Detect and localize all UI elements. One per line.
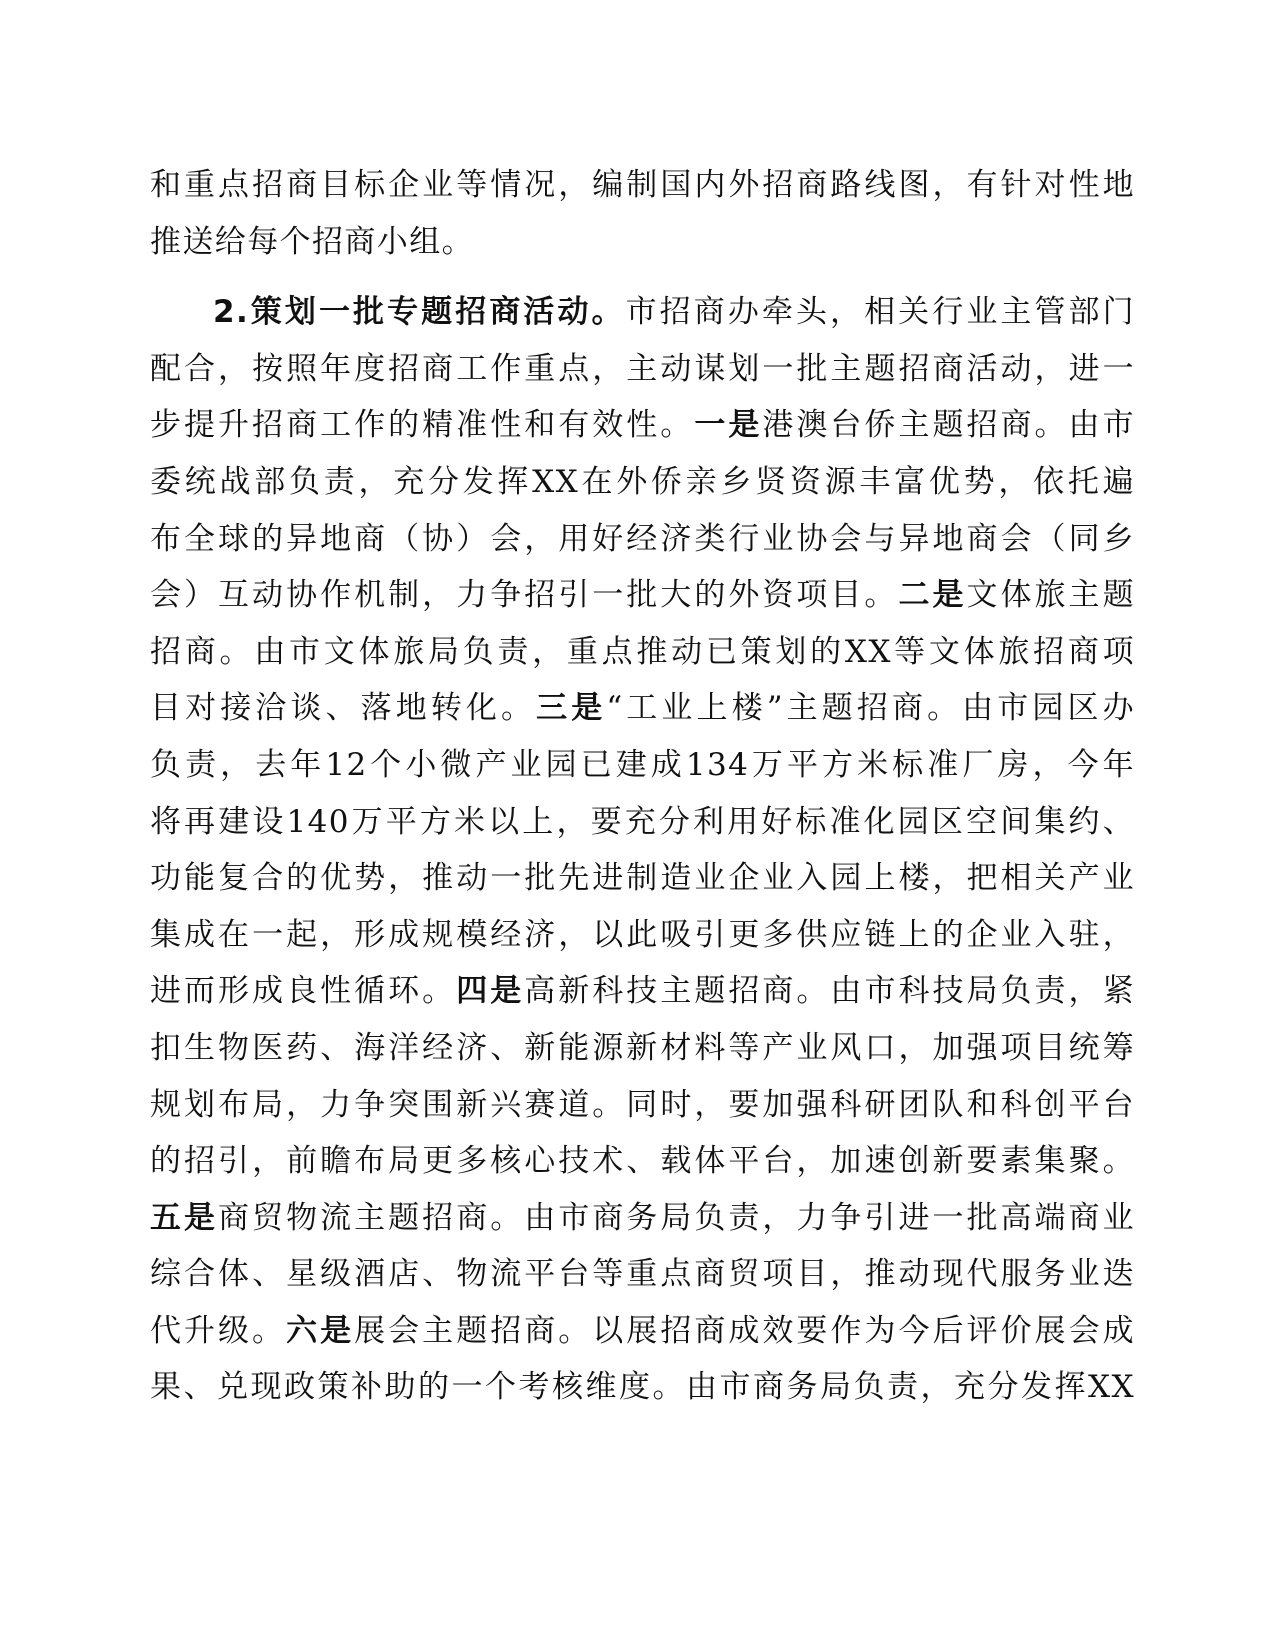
paragraph-gap bbox=[150, 270, 1135, 284]
paragraph2-line-15: 规划布局，力争突围新兴赛道。同时，要加强科研团队和科创平台 bbox=[150, 1086, 1135, 1123]
paragraph2-line-6 bbox=[150, 567, 1135, 624]
paragraph2-line-4: 委统战部负责，充分发挥XX在外侨亲乡贤资源丰富优势，依托遍 bbox=[150, 463, 1135, 500]
text-run: 文体旅主题 bbox=[966, 577, 1135, 614]
paragraph2-line-7: 招商。由市文体旅局负责，重点推动已策划的XX等文体旅招商项 bbox=[150, 633, 1135, 670]
text-run: 商贸物流主题招商。由市商务局负责，力争引进一批高端商业 bbox=[218, 1199, 1135, 1236]
item-label-1: 一是 bbox=[694, 407, 763, 444]
paragraph2-line-5: 布全球的异地商（协）会，用好经济类行业协会与异地商会（同乡 bbox=[150, 520, 1135, 557]
item-label-4: 四是 bbox=[456, 973, 525, 1010]
paragraph2-line-10: 将再建设140万平方米以上，要充分利用好标准化园区空间集约、 bbox=[150, 803, 1135, 840]
section-heading: 2.策划一批专题招商活动。 bbox=[213, 294, 626, 331]
paragraph2-line-9: 负责，去年12个小微产业园已建成134万平方米标准厂房，今年 bbox=[150, 746, 1135, 783]
text-run: 港澳台侨主题招商。由市 bbox=[762, 407, 1135, 444]
paragraph2-line-2: 配合，按照年度招商工作重点，主动谋划一批主题招商活动，进一 bbox=[150, 350, 1135, 387]
text-run: 目对接洽谈、落地转化。 bbox=[150, 690, 537, 727]
paragraph2-line-1 bbox=[150, 284, 1135, 341]
paragraph2-line-16: 的招引，前瞻布局更多核心技术、载体平台，加速创新要素集聚。 bbox=[150, 1143, 1135, 1180]
paragraph2-line-3 bbox=[150, 397, 1135, 454]
paragraph1-line-1: 和重点招商目标企业等情况，编制国内外招商路线图，有针对性地 bbox=[150, 167, 1135, 203]
paragraph2-line-18: 综合体、星级酒店、物流平台等重点商贸项目，推动现代服务业迭 bbox=[150, 1256, 1135, 1293]
paragraph2-line-13 bbox=[150, 963, 1135, 1020]
item-label-3: 三是 bbox=[536, 690, 607, 727]
item-label-2: 二是 bbox=[898, 577, 967, 614]
item-label-5: 五是 bbox=[150, 1199, 219, 1236]
body-text bbox=[150, 157, 1135, 1416]
text-run: 展会主题招商。以展招商成效要作为今后评价展会成 bbox=[354, 1312, 1135, 1349]
text-run: 高新科技主题招商。由市科技局负责，紧 bbox=[524, 973, 1135, 1010]
paragraph2-line-12: 集成在一起，形成规模经济，以此吸引更多供应链上的企业入驻， bbox=[150, 916, 1135, 953]
paragraph2-line-17 bbox=[150, 1190, 1135, 1247]
text-run: “工业上楼”主题招商。由市园区办 bbox=[606, 690, 1135, 727]
paragraph2-line-20: 果、兑现政策补助的一个考核维度。由市商务局负责，充分发挥XX bbox=[150, 1369, 1135, 1406]
paragraph2-line-11: 功能复合的优势，推动一批先进制造业企业入园上楼，把相关产业 bbox=[150, 860, 1135, 897]
text-run: 进而形成良性循环。 bbox=[150, 973, 457, 1010]
paragraph2-line-8 bbox=[150, 680, 1135, 737]
paragraph2-line-19 bbox=[150, 1303, 1135, 1360]
paragraph2-line-14: 扣生物医药、海洋经济、新能源新材料等产业风口，加强项目统筹 bbox=[150, 1029, 1135, 1066]
text-run: 步提升招商工作的精准性和有效性。 bbox=[150, 407, 695, 444]
text-run: 会）互动协作机制，力争招引一批大的外资项目。 bbox=[150, 577, 899, 614]
paragraph1-line-2: 推送给每个招商小组。 bbox=[150, 223, 474, 260]
item-label-6: 六是 bbox=[286, 1312, 355, 1349]
text-run: 市招商办牵头，相关行业主管部门 bbox=[625, 294, 1136, 331]
text-run: 代升级。 bbox=[150, 1312, 287, 1349]
